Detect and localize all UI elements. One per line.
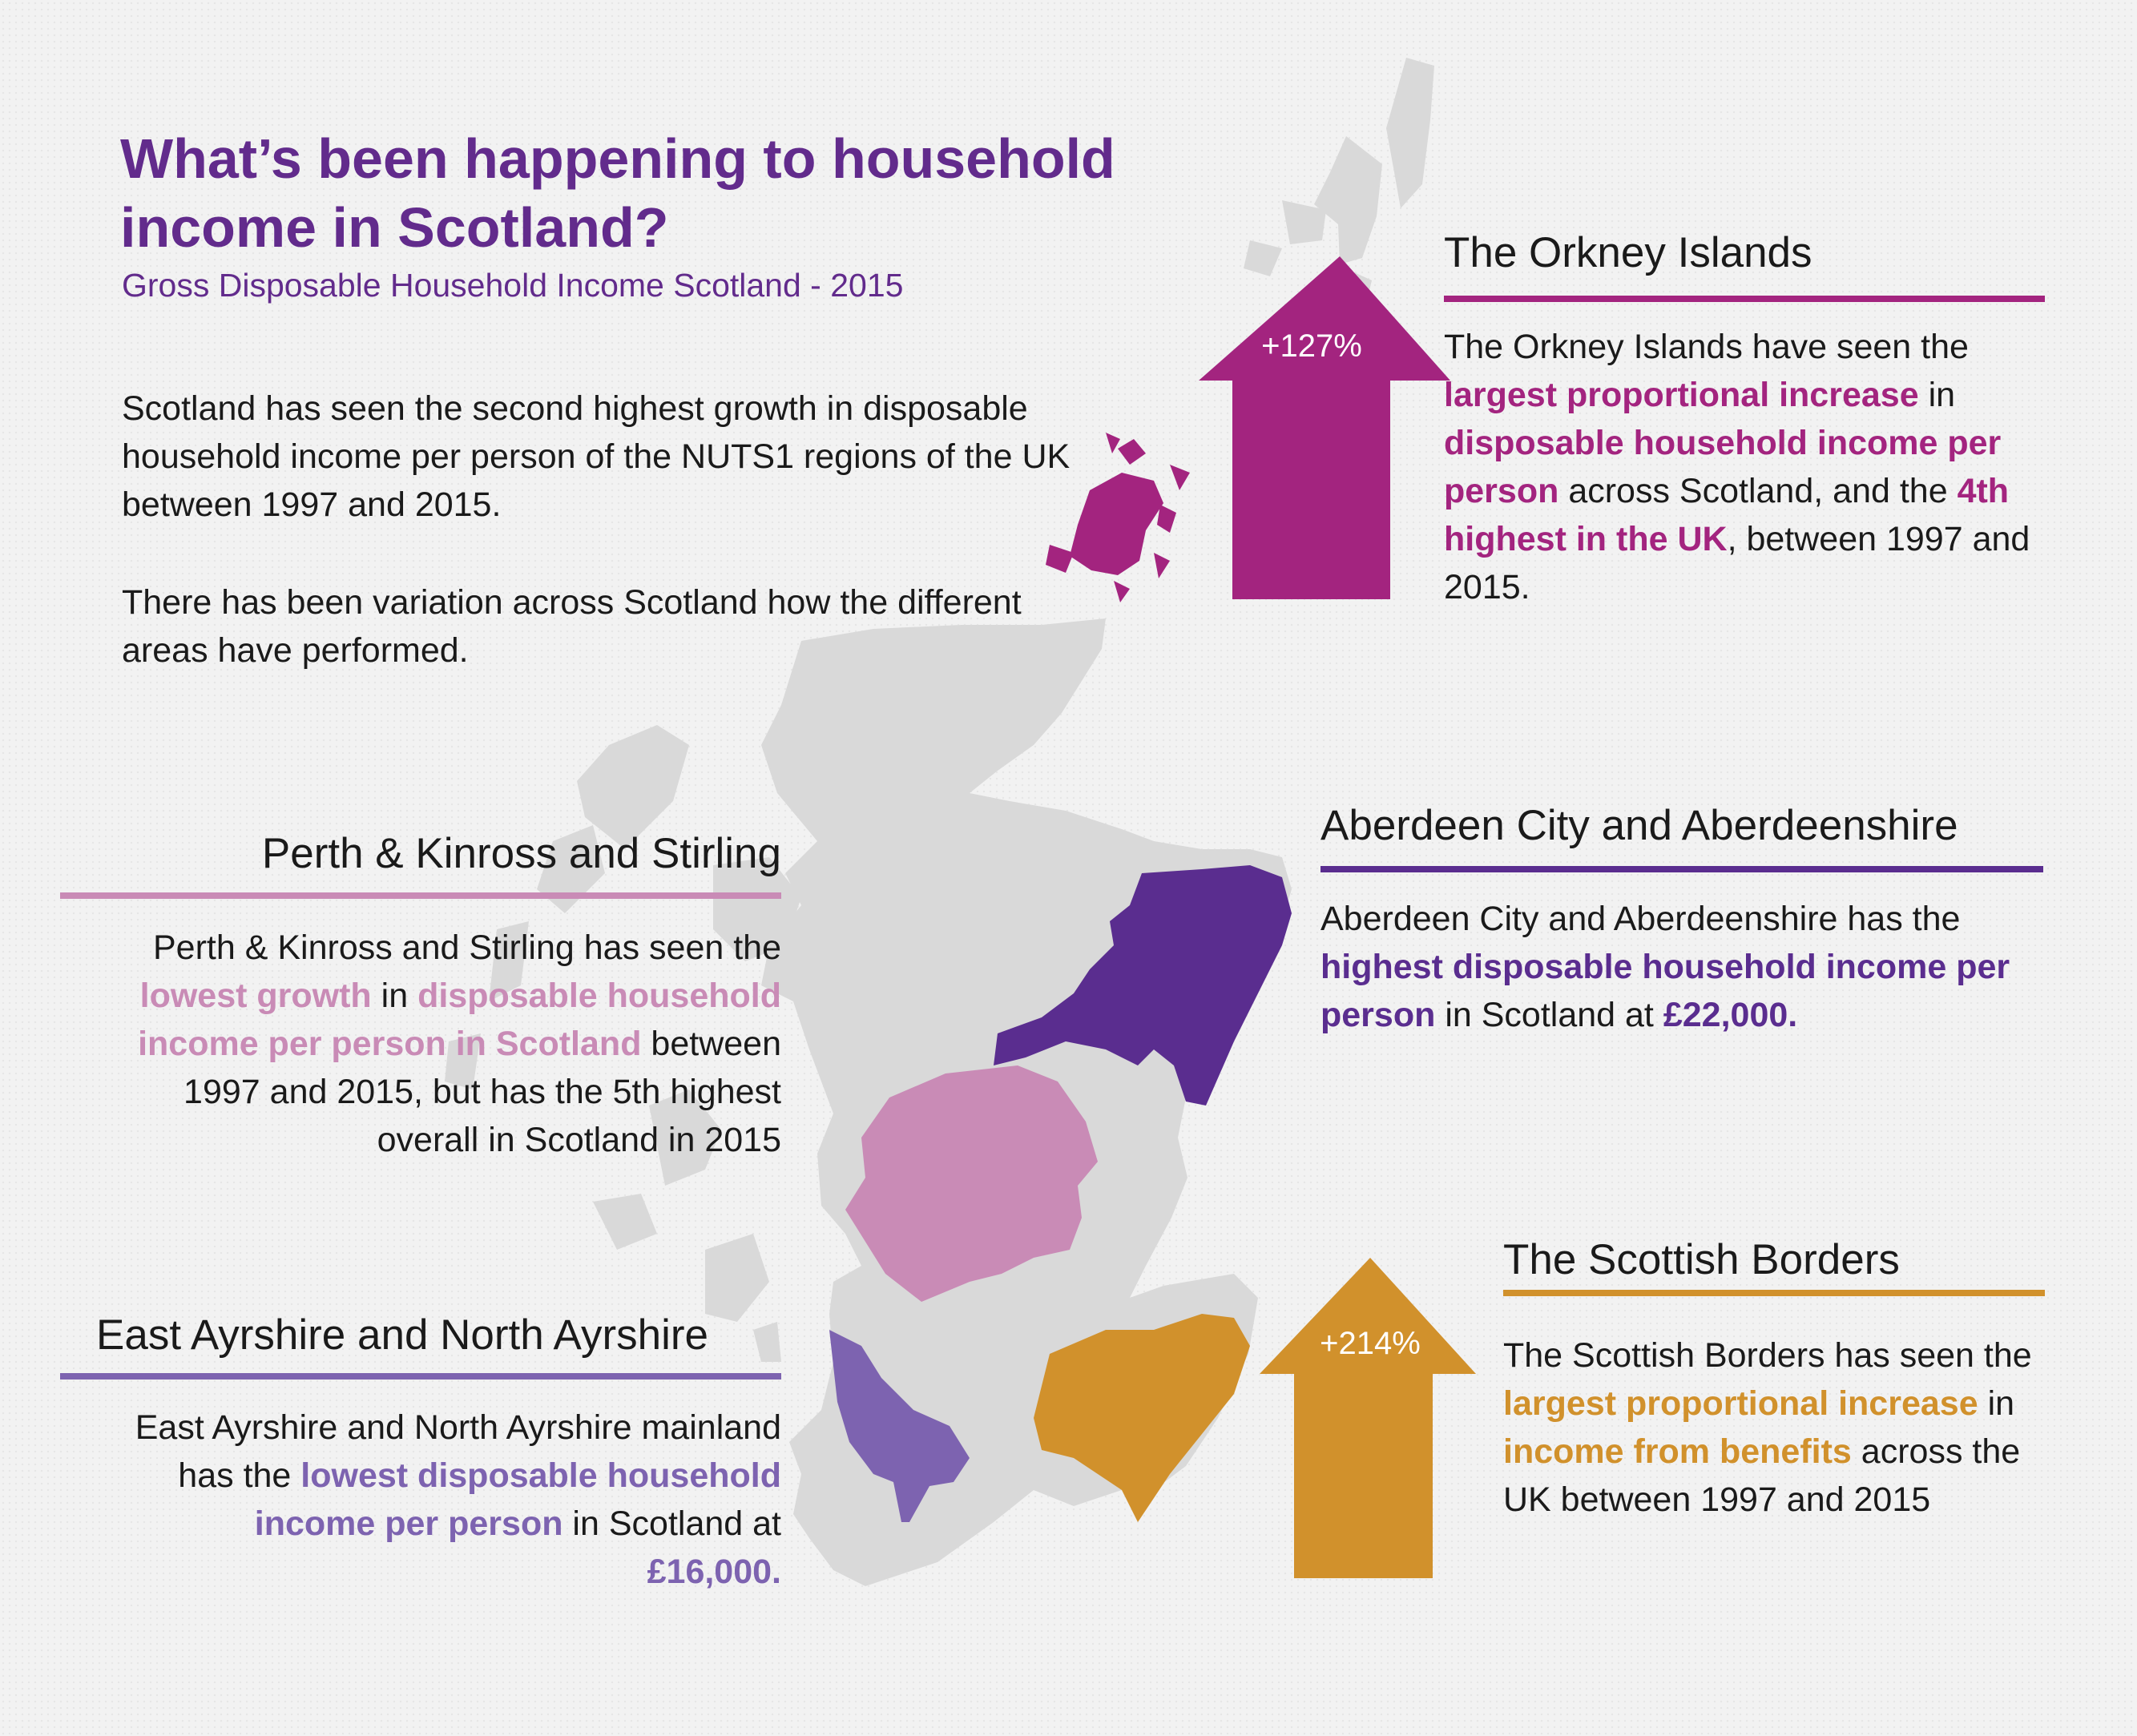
aberdeen-heading: Aberdeen City and Aberdeenshire bbox=[1321, 802, 1958, 849]
highlight-text: £16,000. bbox=[647, 1553, 781, 1591]
text-run: Perth & Kinross and Stirling has seen the bbox=[153, 928, 781, 967]
page-title: What’s been happening to household income in Scotland? bbox=[120, 127, 1115, 259]
text-run: The Orkney Islands have seen the bbox=[1444, 328, 1969, 366]
text-run: , between 1997 and 2015. bbox=[1444, 520, 2030, 606]
text-run: The Scottish Borders has seen the bbox=[1503, 1336, 2032, 1375]
text-run: in Scotland at bbox=[562, 1504, 781, 1543]
borders-text bbox=[1503, 1331, 2064, 1524]
text-run: across the UK between 1997 and 2015 bbox=[1503, 1432, 2021, 1519]
text-run: in bbox=[1978, 1384, 2015, 1423]
orkney-arrow bbox=[1199, 256, 1450, 599]
aberdeen-heading-rule bbox=[1321, 866, 2043, 872]
text-run: East Ayrshire and North Ayrshire mainland has the bbox=[135, 1408, 781, 1495]
intro-paragraph-1: Scotland has seen the second highest growth in disposable household income per person of the NUTS1 regions of the UK between 1997 and 2015. bbox=[122, 389, 1071, 524]
perth-text bbox=[116, 924, 781, 1164]
borders-arrow-label: +214% bbox=[1320, 1326, 1421, 1361]
highlight-text: disposable household income per person in Scotland bbox=[138, 977, 781, 1063]
borders-heading: The Scottish Borders bbox=[1503, 1236, 1900, 1283]
orkney-heading: The Orkney Islands bbox=[1444, 229, 1812, 276]
text-run: across Scotland, and the bbox=[1558, 472, 1958, 510]
text-run: in bbox=[371, 977, 418, 1015]
borders-heading-rule bbox=[1503, 1290, 2045, 1296]
text-run: in Scotland at bbox=[1435, 996, 1663, 1034]
highlight-text: largest proportional increase bbox=[1503, 1384, 1978, 1423]
highlight-text: lowest growth bbox=[139, 977, 372, 1015]
text-run: between 1997 and 2015, but has the 5th highest overall in Scotland in 2015 bbox=[183, 1025, 781, 1159]
page-subtitle: Gross Disposable Household Income Scotland - 2015 bbox=[122, 267, 904, 304]
borders-arrow bbox=[1260, 1258, 1476, 1578]
highlight-text: £22,000. bbox=[1663, 996, 1798, 1034]
highlight-text: largest proportional increase bbox=[1444, 376, 1919, 414]
highlight-text: income from benefits bbox=[1503, 1432, 1852, 1471]
orkney-arrow-label: +127% bbox=[1261, 328, 1362, 364]
highlight-text: lowest disposable household income per person bbox=[254, 1456, 781, 1543]
ayrshire-text bbox=[116, 1404, 781, 1596]
orkney-text bbox=[1444, 323, 2085, 611]
perth-heading-rule bbox=[60, 892, 781, 899]
highlight-text: highest disposable household income per person bbox=[1321, 948, 2010, 1034]
intro-paragraph-2: There has been variation across Scotland how the different areas have performed. bbox=[122, 583, 1022, 670]
highlight-text: disposable household income per person bbox=[1444, 424, 2002, 510]
ayrshire-heading: East Ayrshire and North Ayrshire bbox=[96, 1311, 708, 1359]
highlight-text: 4th highest in the UK bbox=[1444, 472, 2010, 558]
orkney-heading-rule bbox=[1444, 296, 2045, 302]
ayrshire-heading-rule bbox=[60, 1373, 781, 1380]
text-run: Aberdeen City and Aberdeenshire has the bbox=[1321, 900, 1961, 938]
aberdeen-text bbox=[1321, 895, 2026, 1039]
text-run: in bbox=[1918, 376, 1956, 414]
perth-heading: Perth & Kinross and Stirling bbox=[261, 830, 781, 877]
